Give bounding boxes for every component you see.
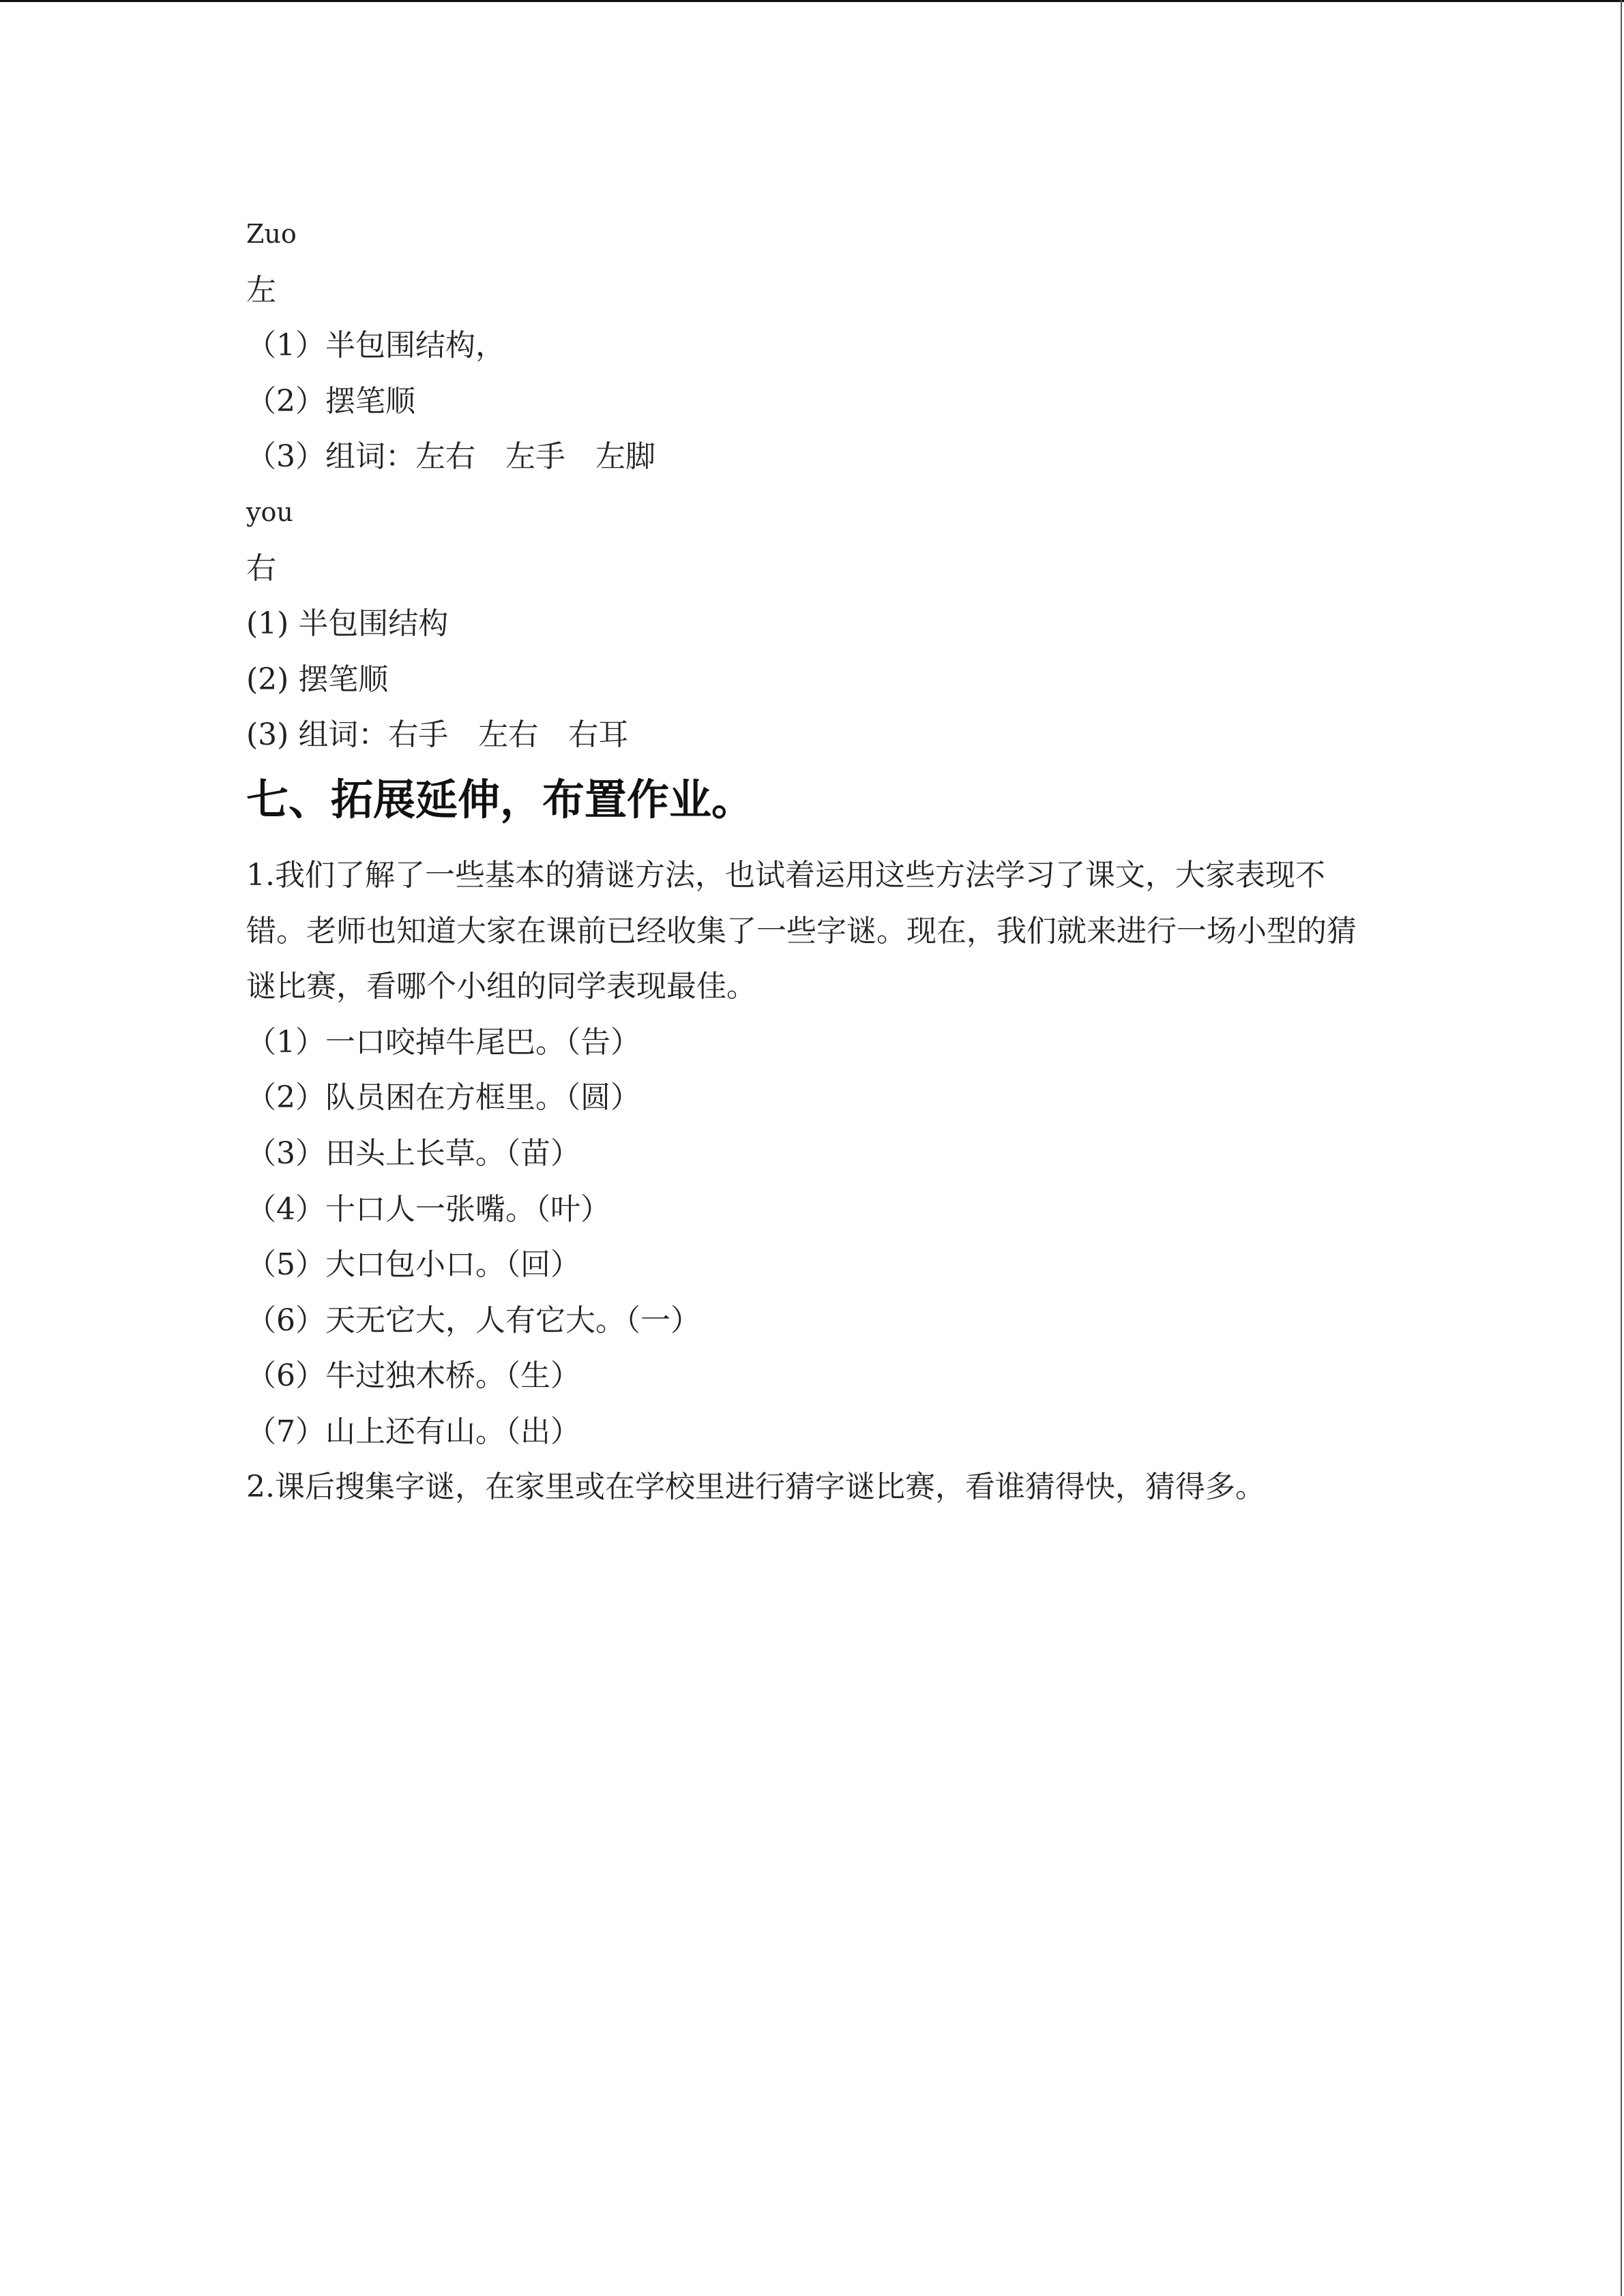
paragraph-line: 错。老师也知道大家在课前已经收集了一些字谜。现在，我们就来进行一场小型的猜 — [246, 913, 1357, 949]
homework-item-1 — [246, 848, 1378, 1015]
pinyin-zuo: Zuo — [246, 219, 297, 249]
you-item-words: (3) 组词：右手 左右 右耳 — [246, 717, 629, 753]
riddle-item: （6）牛过独木桥。（生） — [246, 1358, 580, 1394]
riddle-item: （4）十口人一张嘴。（叶） — [246, 1191, 610, 1227]
paragraph-line: 谜比赛，看哪个小组的同学表现最佳。 — [246, 969, 756, 1004]
zuo-item-structure: （1）半包围结构， — [246, 328, 505, 363]
riddle-item: （7）山上还有山。（出） — [246, 1414, 580, 1449]
zuo-item-stroke-order: （2）摆笔顺 — [246, 383, 415, 419]
riddle-list — [246, 1015, 1378, 1460]
character-block-you — [246, 485, 1378, 763]
character-block-zuo — [246, 207, 1378, 485]
document-body — [246, 207, 1378, 1515]
you-item-structure: (1) 半包围结构 — [246, 606, 449, 642]
zuo-item-words: （3）组词：左右 左手 左脚 — [246, 439, 655, 475]
paragraph-line: 1.我们了解了一些基本的猜谜方法，也试着运用这些方法学习了课文，大家表现不 — [246, 857, 1325, 893]
homework-item-2: 2.课后搜集字谜，在家里或在学校里进行猜字谜比赛，看谁猜得快，猜得多。 — [246, 1470, 1265, 1505]
character-zuo: 左 — [246, 272, 276, 308]
riddle-item: （3）田头上长草。（苗） — [246, 1135, 580, 1171]
pinyin-you: you — [246, 496, 293, 527]
riddle-item: （2）队员困在方框里。（圆） — [246, 1080, 640, 1116]
page-right-border — [1621, 0, 1622, 2296]
section-heading: 七、拓展延伸，布置作业。 — [246, 774, 754, 824]
character-you: 右 — [246, 550, 276, 586]
you-item-stroke-order: (2) 摆笔顺 — [246, 661, 389, 697]
riddle-item: （6）天无它大，人有它大。（一） — [246, 1302, 700, 1338]
riddle-item: （1）一口咬掉牛尾巴。（告） — [246, 1024, 640, 1060]
page-top-border — [0, 0, 1624, 2]
riddle-item: （5）大口包小口。（回） — [246, 1247, 580, 1283]
